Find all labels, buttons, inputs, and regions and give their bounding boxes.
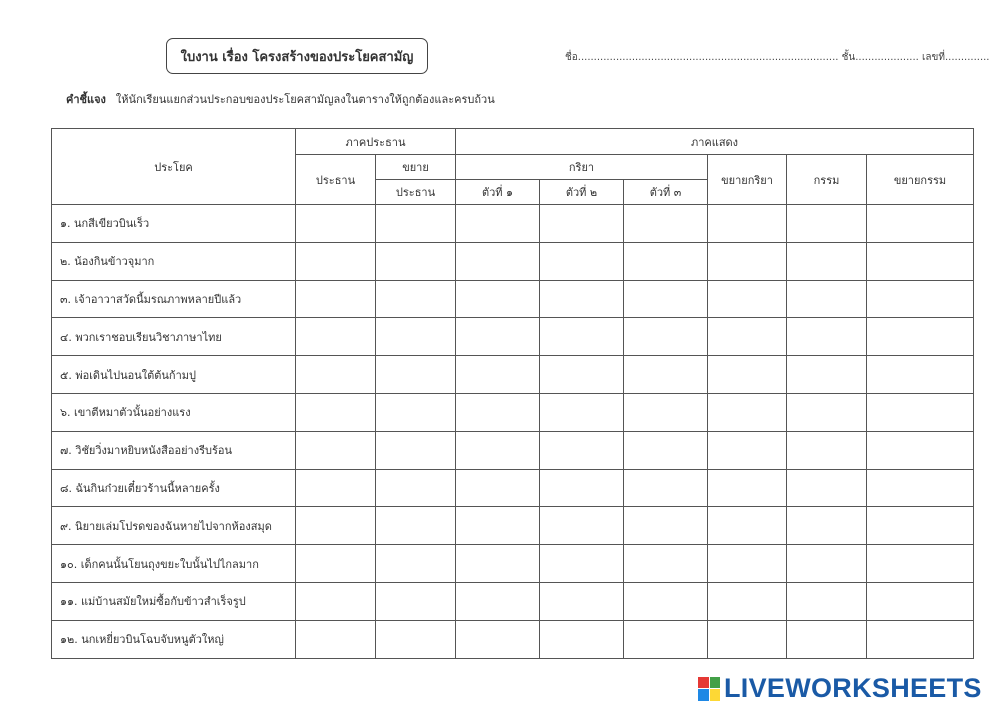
answer-cell-subject[interactable] [296, 393, 376, 431]
answer-cell-subject-modifier[interactable] [376, 242, 456, 280]
table-row [52, 318, 974, 356]
answer-cell-verb-modifier[interactable] [708, 507, 787, 545]
answer-cell-verb-2[interactable] [540, 469, 624, 507]
answer-cell-verb-3[interactable] [624, 205, 708, 243]
liveworksheets-logo-icon [698, 677, 720, 701]
answer-cell-object-modifier[interactable] [867, 356, 974, 394]
header-object: กรรม [787, 155, 867, 205]
answer-cell-subject[interactable] [296, 545, 376, 583]
sentence-cell: ๑๒. นกเหยี่ยวบินโฉบจับหนูตัวใหญ่ [52, 620, 296, 658]
answer-cell-verb-modifier[interactable] [708, 356, 787, 394]
answer-cell-subject-modifier[interactable] [376, 620, 456, 658]
answer-cell-subject[interactable] [296, 356, 376, 394]
header-verb: กริยา [456, 155, 708, 180]
answer-cell-verb-2[interactable] [540, 431, 624, 469]
answer-cell-verb-1[interactable] [456, 356, 540, 394]
worksheet-table [51, 128, 974, 659]
table-row [52, 507, 974, 545]
answer-cell-subject-modifier[interactable] [376, 356, 456, 394]
answer-cell-verb-3[interactable] [624, 507, 708, 545]
answer-cell-verb-modifier[interactable] [708, 620, 787, 658]
answer-cell-object-modifier[interactable] [867, 318, 974, 356]
answer-cell-subject[interactable] [296, 318, 376, 356]
answer-cell-subject[interactable] [296, 242, 376, 280]
answer-cell-object[interactable] [787, 280, 867, 318]
answer-cell-verb-1[interactable] [456, 431, 540, 469]
sentence-cell: ๗. วิชัยวิ่งมาหยิบหนังสืออย่างรีบร้อน [52, 431, 296, 469]
header-subject: ประธาน [296, 155, 376, 205]
table-row [52, 205, 974, 243]
answer-cell-object-modifier[interactable] [867, 280, 974, 318]
header-subject-modifier-line2: ประธาน [376, 180, 456, 205]
answer-cell-verb-2[interactable] [540, 507, 624, 545]
sentence-cell: ๔. พวกเราชอบเรียนวิชาภาษาไทย [52, 318, 296, 356]
answer-cell-object-modifier[interactable] [867, 582, 974, 620]
answer-cell-object-modifier[interactable] [867, 431, 974, 469]
answer-cell-object-modifier[interactable] [867, 545, 974, 583]
sentence-cell: ๑. นกสีเขียวบินเร็ว [52, 205, 296, 243]
answer-cell-verb-3[interactable] [624, 582, 708, 620]
answer-cell-verb-3[interactable] [624, 469, 708, 507]
logo-square-red [698, 677, 709, 689]
brand-text: LIVEWORKSHEETS [724, 673, 982, 703]
table-row [52, 582, 974, 620]
table-row [52, 242, 974, 280]
instructions-text: ให้นักเรียนแยกส่วนประกอบของประโยคสามัญลงในตารางให้ถูกต้องและครบถ้วน [115, 93, 495, 106]
sentence-cell: ๑๐. เด็กคนนั้นโยนถุงขยะใบนั้นไปไกลมาก [52, 545, 296, 583]
answer-cell-object[interactable] [787, 582, 867, 620]
header-verb-1: ตัวที่ ๑ [456, 180, 540, 205]
answer-cell-object[interactable] [787, 469, 867, 507]
header-subject-modifier-line1: ขยาย [376, 155, 456, 180]
answer-cell-object[interactable] [787, 205, 867, 243]
instructions-label: คำชี้แจง [66, 93, 106, 106]
answer-cell-verb-2[interactable] [540, 393, 624, 431]
header-verb-modifier: ขยายกริยา [708, 155, 787, 205]
header-subject-group: ภาคประธาน [296, 129, 456, 155]
answer-cell-verb-1[interactable] [456, 318, 540, 356]
answer-cell-verb-modifier[interactable] [708, 242, 787, 280]
worksheet-title: ใบงาน เรื่อง โครงสร้างของประโยคสามัญ [166, 38, 428, 74]
answer-cell-verb-2[interactable] [540, 620, 624, 658]
answer-cell-verb-2[interactable] [540, 582, 624, 620]
table-row [52, 356, 974, 394]
answer-cell-verb-1[interactable] [456, 242, 540, 280]
answer-cell-verb-modifier[interactable] [708, 469, 787, 507]
answer-cell-verb-1[interactable] [456, 545, 540, 583]
answer-cell-object-modifier[interactable] [867, 242, 974, 280]
logo-square-yellow [710, 689, 721, 701]
table-row [52, 620, 974, 658]
answer-cell-verb-1[interactable] [456, 205, 540, 243]
answer-cell-verb-1[interactable] [456, 280, 540, 318]
answer-cell-verb-2[interactable] [540, 280, 624, 318]
logo-square-blue [698, 689, 709, 701]
table-row [52, 280, 974, 318]
answer-cell-subject[interactable] [296, 469, 376, 507]
sentence-cell: ๕. พ่อเดินไปนอนใต้ต้นก้ามปู [52, 356, 296, 394]
answer-cell-subject-modifier[interactable] [376, 582, 456, 620]
answer-cell-subject[interactable] [296, 280, 376, 318]
answer-cell-verb-2[interactable] [540, 242, 624, 280]
logo-square-green [710, 677, 721, 689]
answer-cell-subject-modifier[interactable] [376, 545, 456, 583]
header-sentence: ประโยค [52, 129, 296, 205]
sentence-cell: ๖. เขาตีหมาตัวนั้นอย่างแรง [52, 393, 296, 431]
answer-cell-verb-3[interactable] [624, 545, 708, 583]
header-object-modifier: ขยายกรรม [867, 155, 974, 205]
table-row [52, 545, 974, 583]
answer-cell-verb-3[interactable] [624, 431, 708, 469]
answer-cell-verb-1[interactable] [456, 582, 540, 620]
answer-cell-subject-modifier[interactable] [376, 205, 456, 243]
sentence-cell: ๘. ฉันกินก๋วยเตี๋ยวร้านนี้หลายครั้ง [52, 469, 296, 507]
answer-cell-subject-modifier[interactable] [376, 318, 456, 356]
sentence-cell: ๑๑. แม่บ้านสมัยใหม่ซื้อกับข้าวสำเร็จรูป [52, 582, 296, 620]
answer-cell-object[interactable] [787, 356, 867, 394]
answer-cell-verb-2[interactable] [540, 356, 624, 394]
table-row [52, 393, 974, 431]
answer-cell-verb-1[interactable] [456, 469, 540, 507]
answer-cell-verb-1[interactable] [456, 393, 540, 431]
answer-cell-subject[interactable] [296, 205, 376, 243]
answer-cell-object-modifier[interactable] [867, 205, 974, 243]
header-verb-2: ตัวที่ ๒ [540, 180, 624, 205]
answer-cell-verb-2[interactable] [540, 205, 624, 243]
answer-cell-subject-modifier[interactable] [376, 507, 456, 545]
answer-cell-verb-3[interactable] [624, 393, 708, 431]
answer-cell-verb-3[interactable] [624, 242, 708, 280]
sentence-cell: ๙. นิยายเล่มโปรดของฉันหายไปจากห้องสมุด [52, 507, 296, 545]
answer-cell-object-modifier[interactable] [867, 620, 974, 658]
answer-cell-subject[interactable] [296, 582, 376, 620]
answer-cell-verb-2[interactable] [540, 318, 624, 356]
header-verb-3: ตัวที่ ๓ [624, 180, 708, 205]
header-predicate-group: ภาคแสดง [456, 129, 974, 155]
liveworksheets-brand [698, 673, 982, 704]
answer-cell-subject-modifier[interactable] [376, 280, 456, 318]
answer-cell-subject[interactable] [296, 507, 376, 545]
answer-cell-object-modifier[interactable] [867, 469, 974, 507]
answer-cell-object[interactable] [787, 393, 867, 431]
answer-cell-verb-modifier[interactable] [708, 582, 787, 620]
answer-cell-verb-modifier[interactable] [708, 205, 787, 243]
instructions [66, 90, 495, 108]
answer-cell-object-modifier[interactable] [867, 393, 974, 431]
table-row [52, 431, 974, 469]
answer-cell-subject-modifier[interactable] [376, 393, 456, 431]
answer-cell-object-modifier[interactable] [867, 507, 974, 545]
table-row [52, 469, 974, 507]
answer-cell-object[interactable] [787, 620, 867, 658]
answer-cell-verb-3[interactable] [624, 356, 708, 394]
answer-cell-object[interactable] [787, 545, 867, 583]
sentence-cell: ๓. เจ้าอาวาสวัดนี้มรณภาพหลายปีแล้ว [52, 280, 296, 318]
answer-cell-subject[interactable] [296, 431, 376, 469]
answer-cell-verb-modifier[interactable] [708, 318, 787, 356]
answer-cell-verb-3[interactable] [624, 318, 708, 356]
answer-cell-verb-1[interactable] [456, 620, 540, 658]
answer-cell-verb-modifier[interactable] [708, 393, 787, 431]
answer-cell-object[interactable] [787, 507, 867, 545]
answer-cell-object[interactable] [787, 431, 867, 469]
answer-cell-object[interactable] [787, 318, 867, 356]
answer-cell-subject-modifier[interactable] [376, 431, 456, 469]
answer-cell-verb-modifier[interactable] [708, 545, 787, 583]
answer-cell-verb-modifier[interactable] [708, 280, 787, 318]
sentence-cell: ๒. น้องกินข้าวจุมาก [52, 242, 296, 280]
answer-cell-verb-2[interactable] [540, 545, 624, 583]
answer-cell-verb-1[interactable] [456, 507, 540, 545]
student-info-line: ชื่อ.................................................................................. ชั้น.................... เลขที่.............. [565, 52, 990, 63]
answer-cell-subject-modifier[interactable] [376, 469, 456, 507]
answer-cell-verb-modifier[interactable] [708, 431, 787, 469]
answer-cell-verb-3[interactable] [624, 620, 708, 658]
answer-cell-subject[interactable] [296, 620, 376, 658]
answer-cell-verb-3[interactable] [624, 280, 708, 318]
answer-cell-object[interactable] [787, 242, 867, 280]
